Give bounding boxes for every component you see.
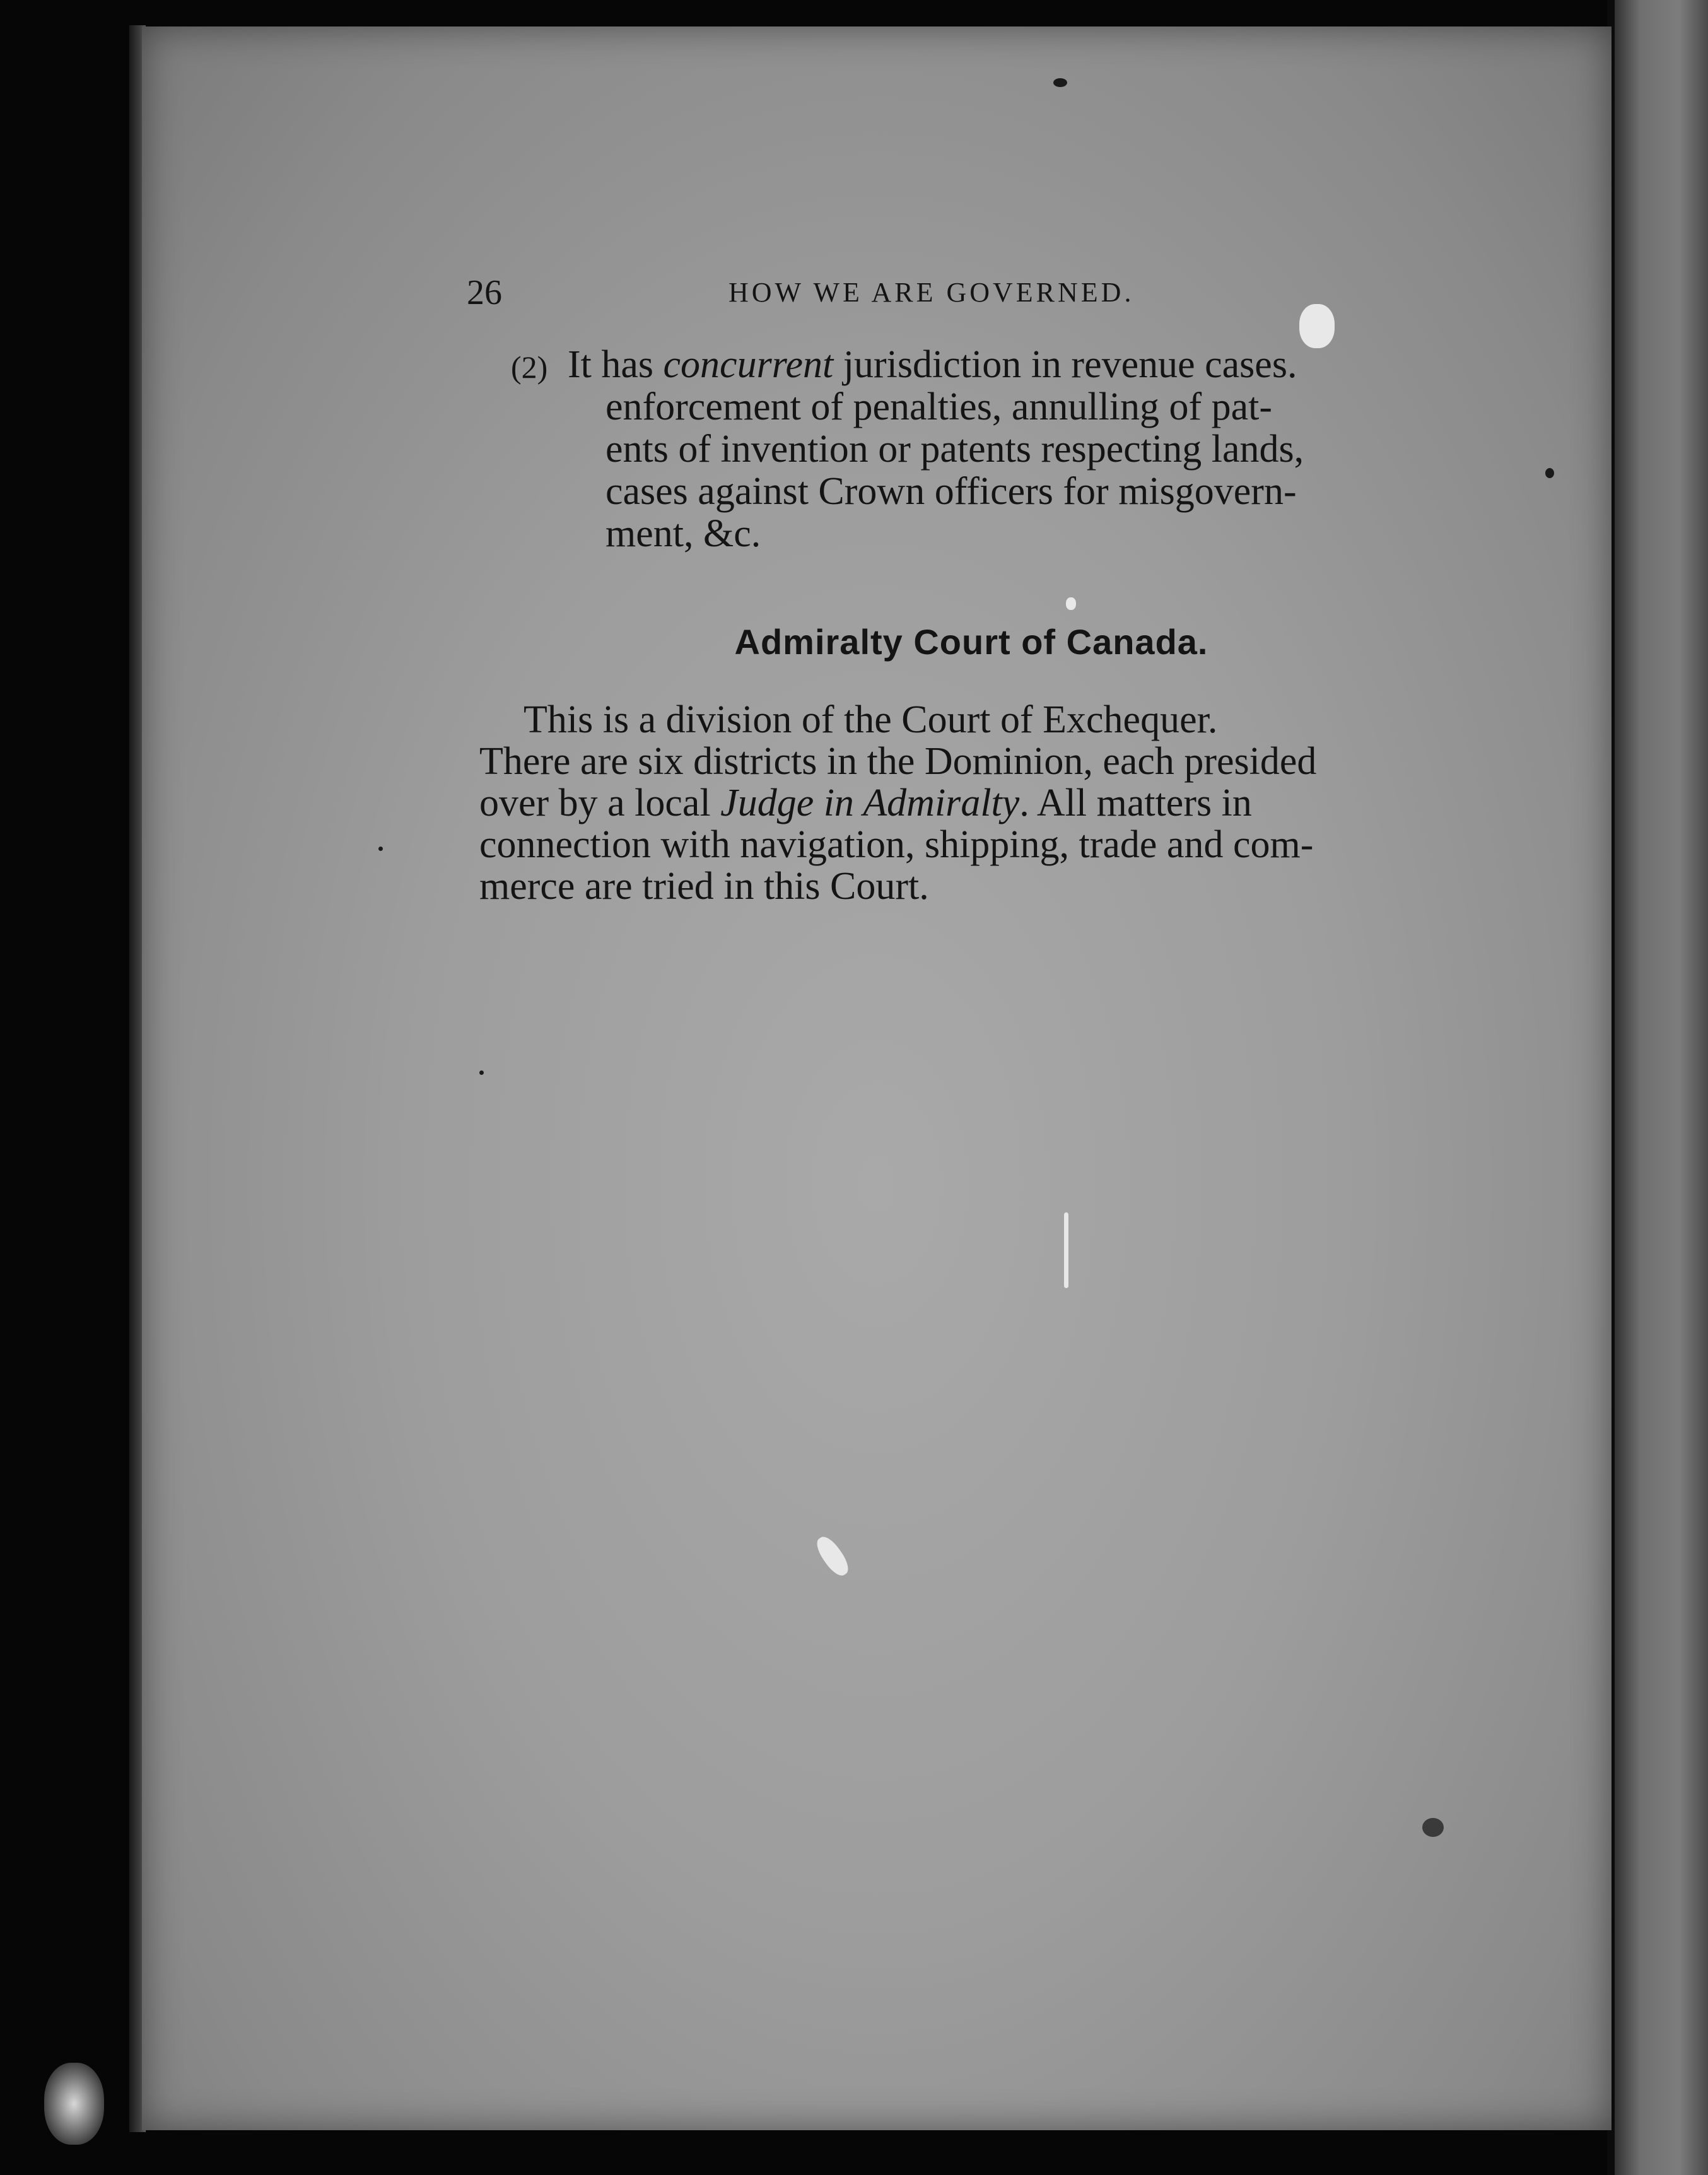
paper-blemish: [1066, 597, 1076, 610]
paper-blemish: [812, 1533, 853, 1580]
text-run: jurisdiction in revenue cases.: [833, 343, 1297, 386]
italic-text-run: concurrent: [663, 343, 834, 386]
text-line: [479, 782, 1489, 824]
text-line: cases against Crown officers for misgovern-: [605, 470, 1297, 513]
item-label: (2): [511, 349, 548, 385]
text-line: enforcement of penalties, annulling of pat-: [605, 385, 1273, 428]
text-line: There are six districts in the Dominion, each presided: [479, 740, 1317, 783]
paper-blemish: [1064, 1212, 1068, 1288]
book-page: [142, 26, 1611, 2130]
text-line: connection with navigation, shipping, trade and com-: [479, 823, 1314, 866]
body-paragraph: [479, 699, 1489, 907]
paper-speck: [1422, 1818, 1444, 1837]
facing-page-edge: [1611, 0, 1708, 2175]
italic-text-run: Judge in Admiralty: [720, 782, 1020, 824]
paper-speck: [1053, 78, 1067, 87]
text-line: ents of invention or patents respecting lands,: [605, 428, 1304, 471]
text-line: This is a division of the Court of Exchequer.: [524, 698, 1218, 741]
text-line: [568, 344, 1476, 386]
item-text: [568, 343, 1476, 555]
text-line: merce are tried in this Court.: [479, 865, 929, 908]
running-head: [467, 273, 1501, 317]
paper-speck: [378, 847, 383, 851]
text-line: ment, &c.: [605, 512, 761, 555]
text-run: . All matters in: [1019, 782, 1252, 824]
page-number: 26: [467, 273, 502, 312]
text-run: It has: [568, 343, 664, 386]
text-run: over by a local: [479, 782, 721, 824]
running-head-title: HOW WE ARE GOVERNED.: [728, 277, 1135, 308]
paper-speck: [1545, 468, 1554, 478]
section-heading: Admiralty Court of Canada.: [734, 622, 1208, 662]
paper-speck: [479, 1070, 484, 1075]
scan-glare: [44, 2063, 104, 2145]
